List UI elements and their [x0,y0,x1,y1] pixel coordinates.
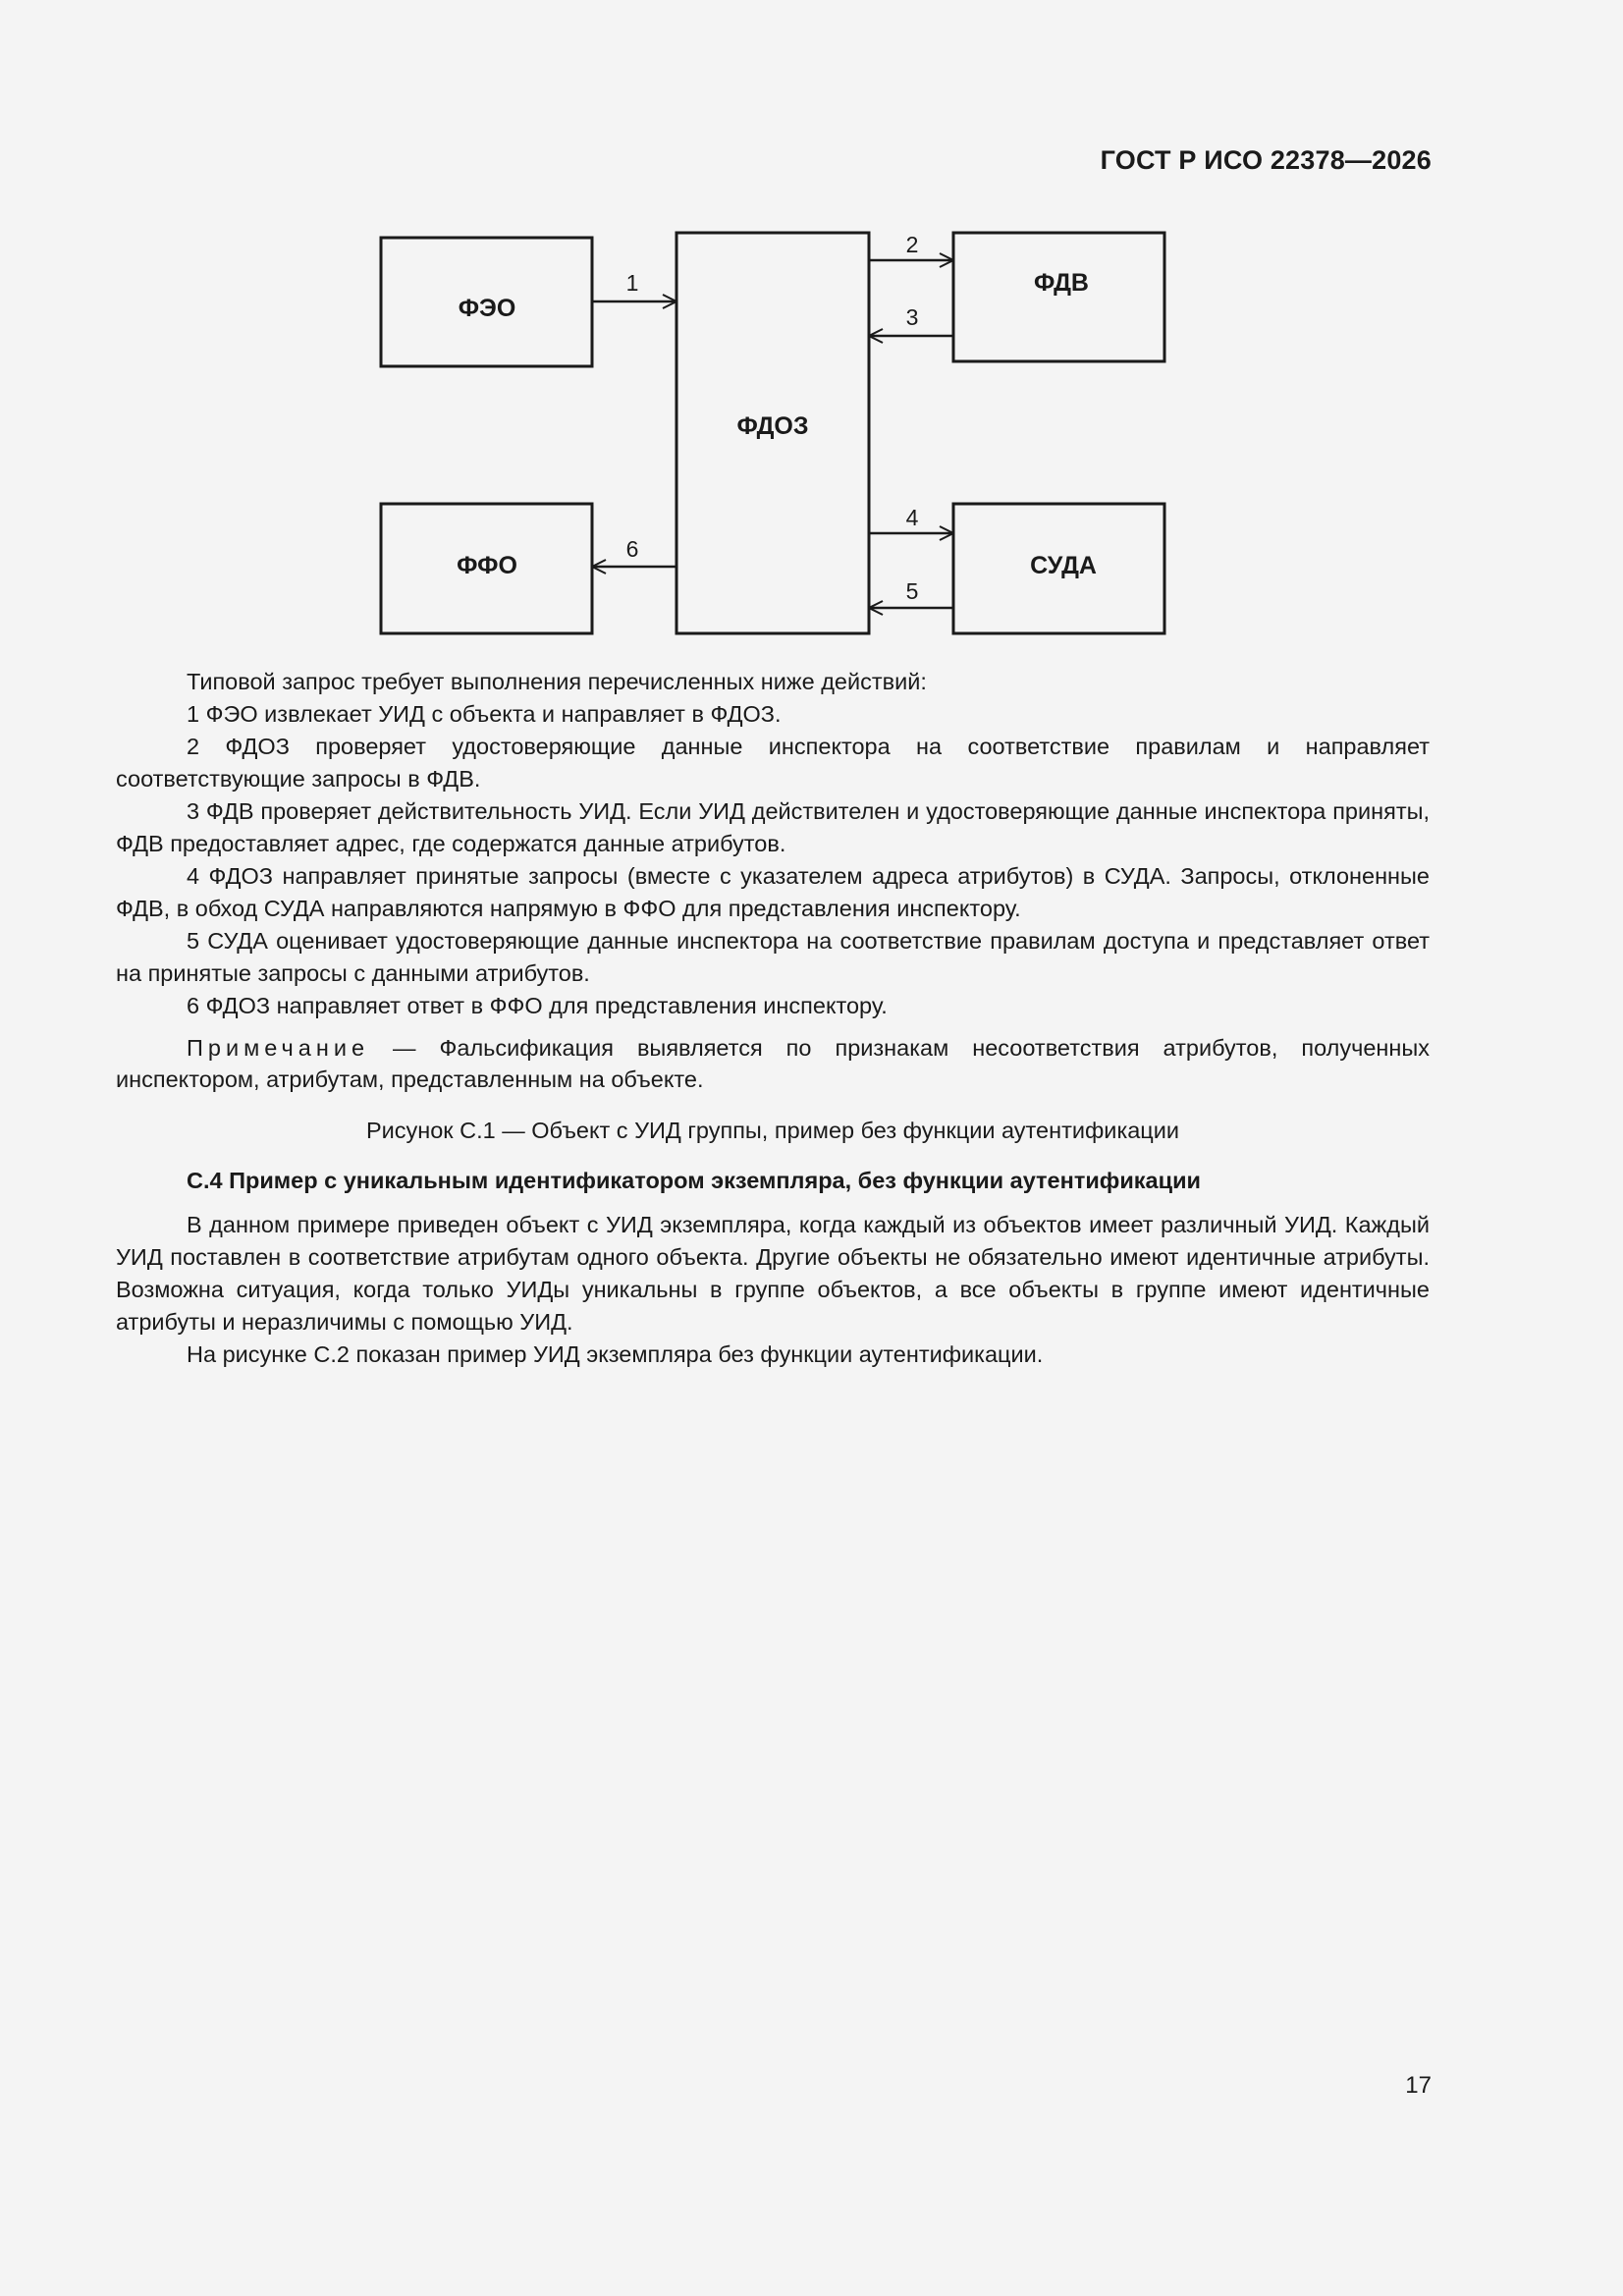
fdv-box [953,233,1164,361]
note-label: Примечание [187,1035,370,1061]
section-paragraph-2: На рисунке С.2 показан пример УИД экземпляра без функции аутентификации. [187,1341,1044,1367]
body-text [116,666,1430,1371]
intro-paragraph: Типовой запрос требует выполнения перечисленных ниже действий: [187,669,927,694]
arrow-label-5: 5 [905,578,919,604]
feo-label: ФЭО [458,295,516,322]
fdv-label: ФДВ [1034,269,1089,297]
arrow-label-1: 1 [625,270,639,296]
section-paragraph-1: В данном примере приведен объект с УИД экземпляра, когда каждый из объектов имеет различный УИД. Каждый УИД поставлен в соответствие атрибутам одного объекта. Другие объекты не обязательно имеют идентичные атрибуты. Возможна ситуация, когда только УИДы уникальны в группе объектов, а все объекты в группе имеют идентичные атрибуты и неразличимы с помощью УИД. [116,1212,1430,1335]
step-1: 1 ФЭО извлекает УИД с объекта и направляет в ФДОЗ. [187,701,782,727]
suda-label: СУДА [1030,552,1097,579]
arrow-label-6: 6 [625,536,639,562]
fdoz-label: ФДОЗ [736,412,809,440]
arrow-label-4: 4 [905,505,919,530]
step-4: 4 ФДОЗ направляет принятые запросы (вместе с указателем адреса атрибутов) в СУДА. Запросы, отклоненные ФДВ, в обход СУДА направляются напрямую в ФФО для представления инспектору. [116,863,1430,921]
arrow-label-2: 2 [905,232,919,257]
flow-diagram [0,0,1623,687]
step-3: 3 ФДВ проверяет действительность УИД. Если УИД действителен и удостоверяющие данные инспектора приняты, ФДВ предоставляет адрес, где содержатся данные атрибутов. [116,798,1430,856]
note-paragraph [116,1032,1430,1095]
page-number: 17 [1405,2072,1432,2099]
step-6: 6 ФДОЗ направляет ответ в ФФО для представления инспектору. [187,993,888,1018]
ffo-label: ФФО [457,552,517,579]
figure-caption: Рисунок С.1 — Объект с УИД группы, пример без функции аутентификации [365,1118,1180,1143]
section-title: С.4 Пример с уникальным идентификатором экземпляра, без функции аутентификации [187,1168,1201,1193]
note-text: — Фальсификация выявляется по признакам несоответствия атрибутов, полученных инспектором, атрибутам, представленным на объекте. [116,1035,1430,1092]
arrow-label-3: 3 [905,304,919,330]
document-header: ГОСТ Р ИСО 22378—2026 [1100,145,1432,175]
step-2: 2 ФДОЗ проверяет удостоверяющие данные инспектора на соответствие правилам и направляет соответствующие запросы в ФДВ. [116,734,1430,792]
step-5: 5 СУДА оценивает удостоверяющие данные инспектора на соответствие правилам доступа и представляет ответ на принятые запросы с данными атрибутов. [116,928,1430,986]
